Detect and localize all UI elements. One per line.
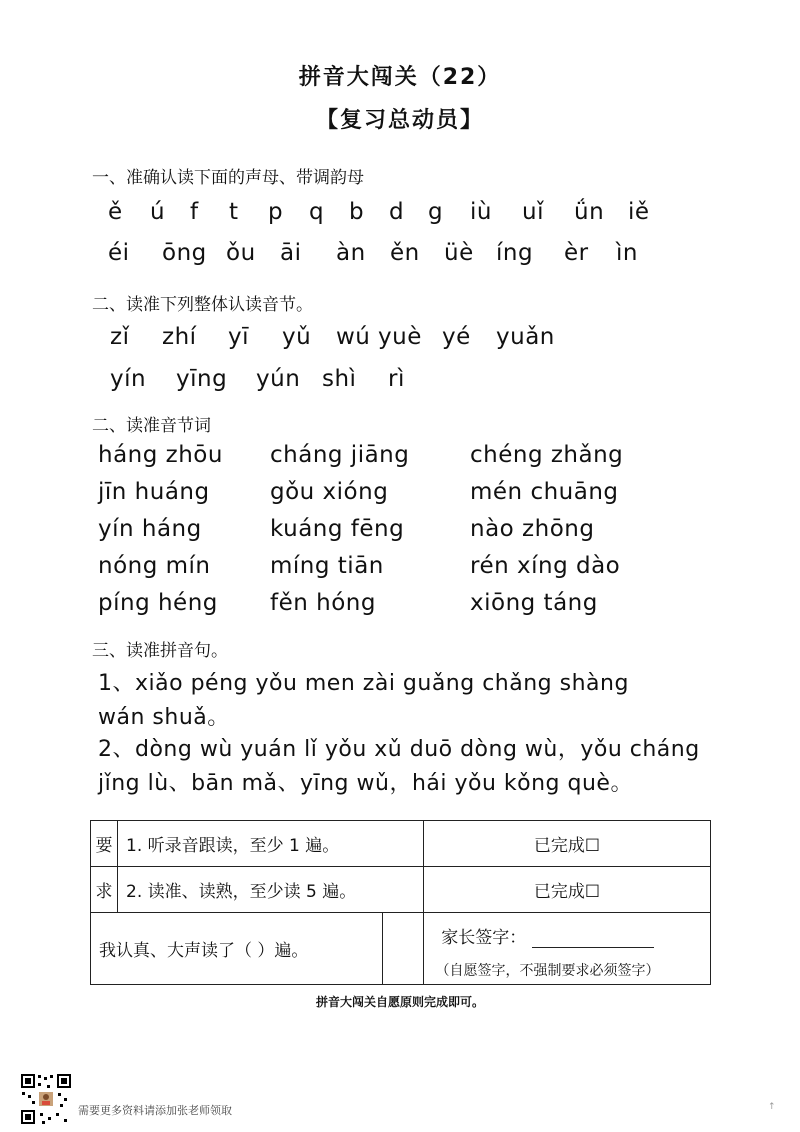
syllable: rì	[388, 366, 405, 392]
section3-heading: 二、读准音节词	[92, 416, 211, 436]
syllable: yī	[228, 324, 250, 350]
word: mén chuāng	[470, 479, 619, 505]
word: rén xíng dào	[470, 553, 621, 579]
syllable: íng	[496, 240, 534, 266]
syllable: ú	[150, 199, 166, 225]
syllable: ǒu	[226, 240, 256, 266]
syllable: yé	[442, 324, 471, 350]
corner-mark: ↑	[768, 1102, 776, 1112]
word: kuáng fēng	[270, 516, 405, 542]
completion-checkbox[interactable]: 已完成☐	[424, 821, 711, 867]
syllable: yǔ	[282, 324, 312, 350]
syllable: yín	[110, 366, 147, 392]
syllable: yīng	[176, 366, 228, 392]
word: cháng jiāng	[270, 442, 410, 468]
section2-heading: 二、读准下列整体认读音节。	[92, 295, 313, 315]
syllable: uǐ	[522, 199, 544, 225]
word: nóng mín	[98, 553, 211, 579]
syllable: zǐ	[110, 324, 130, 350]
word: gǒu xióng	[270, 479, 389, 505]
parent-sign-label: 家长签字：	[441, 928, 527, 948]
requirement-label-top: 要	[91, 821, 118, 867]
syllable: wú	[336, 324, 371, 350]
section4-heading: 三、读准拼音句。	[92, 641, 228, 661]
requirements-table	[90, 820, 711, 983]
read-times-text: 我认真、大声读了（ ）遍。	[99, 941, 309, 961]
syllable: g	[428, 199, 444, 225]
requirement-label-bottom: 求	[91, 867, 118, 913]
page-title: 拼音大闯关（22）	[298, 65, 502, 90]
syllable: ě	[108, 199, 123, 225]
sentence-line: jǐng lù、bān mǎ、yīng wǔ，hái yǒu kǒng què。	[98, 771, 633, 796]
contact-note: 需要更多资料请添加张老师领取	[78, 1104, 232, 1117]
syllable: yún	[256, 366, 301, 392]
word: chéng zhǎng	[470, 442, 624, 468]
syllable: àn	[336, 240, 366, 266]
word: jīn huáng	[98, 479, 210, 505]
syllable: èr	[564, 240, 589, 266]
syllable: zhí	[162, 324, 197, 350]
syllable: üè	[444, 240, 474, 266]
signature-field[interactable]	[532, 929, 654, 948]
syllable: ōng	[162, 240, 207, 266]
syllable: ìn	[616, 240, 638, 266]
read-times-cell[interactable]	[91, 913, 424, 985]
completion-checkbox[interactable]: 已完成☐	[424, 867, 711, 913]
qr-code-icon	[20, 1073, 72, 1125]
word: háng zhōu	[98, 442, 223, 468]
syllable: iù	[470, 199, 492, 225]
word: míng tiān	[270, 553, 384, 579]
requirement-item: 2. 读准、读熟，至少读 5 遍。	[118, 867, 424, 913]
sentence-line: wán shuǎ。	[98, 705, 230, 730]
syllable: āi	[280, 240, 302, 266]
syllable: b	[349, 199, 365, 225]
page-subtitle: 【复习总动员】	[315, 108, 484, 133]
syllable: ǘn	[574, 199, 605, 225]
word: xiōng táng	[470, 590, 598, 616]
requirement-item: 1. 听录音跟读，至少 1 遍。	[118, 821, 424, 867]
syllable: shì	[322, 366, 357, 392]
word: yín háng	[98, 516, 202, 542]
parent-sign-cell	[424, 913, 711, 985]
sign-note: （自愿签字，不强制要求必须签字）	[435, 963, 660, 979]
syllable: p	[268, 199, 284, 225]
sentence-line: 1、xiǎo péng yǒu men zài guǎng chǎng shàng	[98, 671, 629, 696]
syllable: éi	[108, 240, 130, 266]
syllable: yuǎn	[496, 324, 555, 350]
word: fěn hóng	[270, 590, 376, 616]
syllable: iě	[628, 199, 650, 225]
word: nào zhōng	[470, 516, 595, 542]
syllable: d	[389, 199, 405, 225]
word: píng héng	[98, 590, 218, 616]
syllable: ěn	[390, 240, 420, 266]
footer-note: 拼音大闯关自愿原则完成即可。	[315, 995, 484, 1009]
syllable: q	[309, 199, 325, 225]
section1-heading: 一、准确认读下面的声母、带调韵母	[92, 168, 364, 188]
syllable: yuè	[378, 324, 422, 350]
syllable: t	[229, 199, 239, 225]
syllable: f	[190, 199, 199, 225]
sentence-line: 2、dòng wù yuán lǐ yǒu xǔ duō dòng wù，yǒu cháng	[98, 737, 700, 762]
